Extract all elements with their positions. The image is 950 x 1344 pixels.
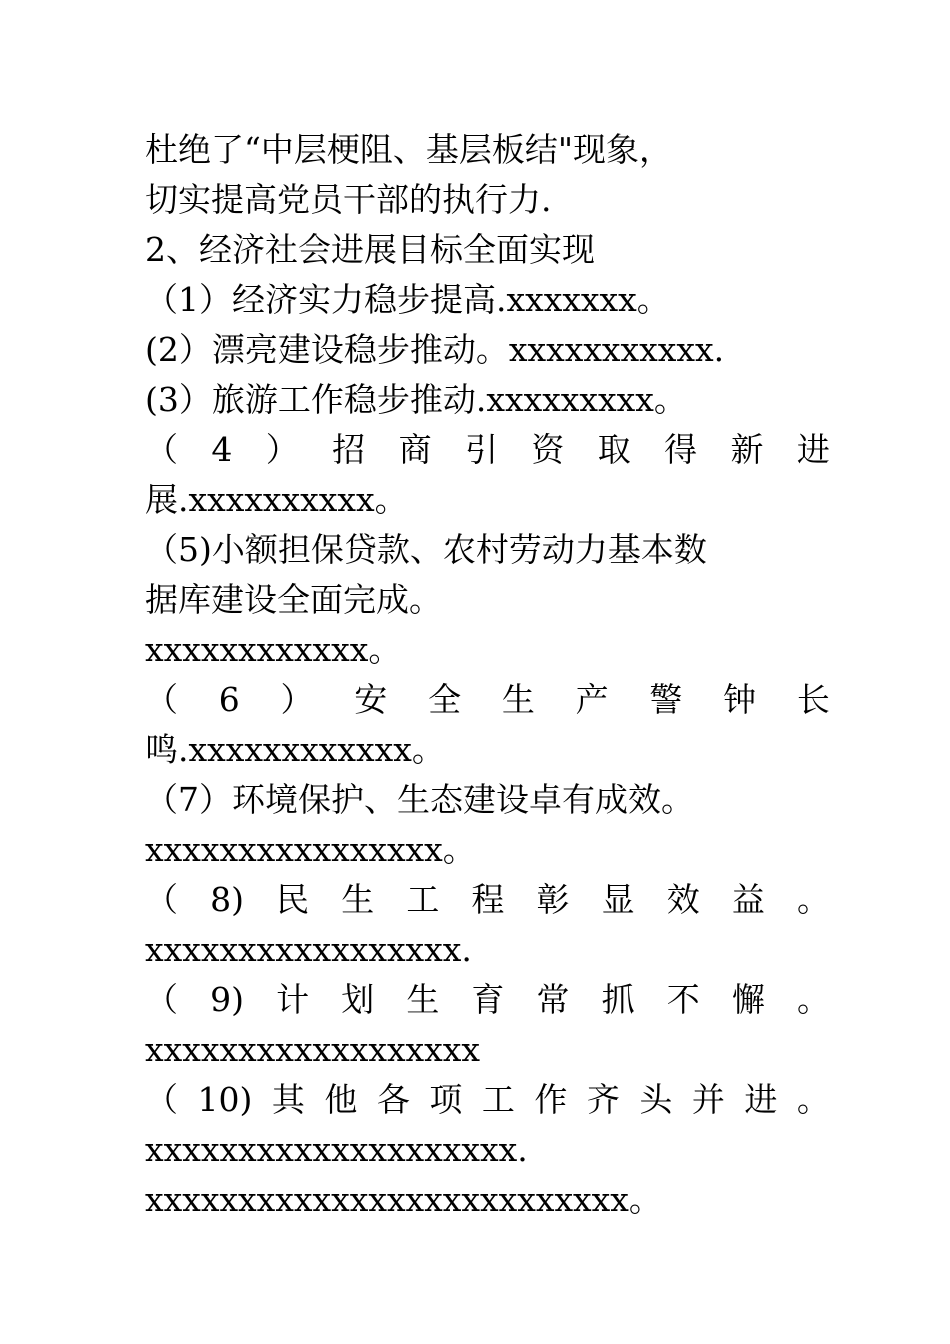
item-4-line-2: 展.xxxxxxxxxx。 [145,480,408,519]
item-9-line-2: xxxxxxxxxxxxxxxxxx [145,1030,480,1069]
glyph: 10) [197,1080,253,1119]
item-3: (3）旅游工作稳步推动.xxxxxxxxx。 [145,380,687,419]
item-6-line-2: 鸣.xxxxxxxxxxxx。 [145,730,445,769]
glyph: 招 [332,430,366,469]
item-10-line-1 [145,1075,830,1125]
item-8-line-2: xxxxxxxxxxxxxxxxx. [145,930,472,969]
glyph: 并 [691,1080,725,1119]
glyph: 全 [428,680,462,719]
glyph: 得 [664,430,698,469]
item-8-line-1 [145,875,830,925]
glyph: 项 [429,1080,463,1119]
item-5-line-1: （5)小额担保贷款、农村劳动力基本数 [145,530,707,569]
glyph: 其 [271,1080,305,1119]
glyph: 工 [406,880,440,919]
paragraph-line-1: 杜绝了“中层梗阻、基层板结"现象， [145,130,673,169]
glyph: ） [280,680,314,719]
glyph: 齐 [586,1080,620,1119]
glyph: 警 [649,680,683,719]
glyph: 计 [276,980,310,1019]
glyph: 8) [210,880,244,919]
glyph: （ [145,430,178,469]
glyph: 钟 [723,680,757,719]
glyph: 9) [210,980,244,1019]
glyph: 安 [354,680,388,719]
glyph: 头 [639,1080,673,1119]
glyph: 商 [398,430,432,469]
glyph: 生 [501,680,535,719]
glyph: 取 [597,430,631,469]
glyph: 划 [341,980,375,1019]
glyph: 生 [341,880,375,919]
glyph: 6 [218,680,240,719]
item-6-line-1 [145,675,830,725]
glyph: 常 [536,980,570,1019]
glyph: 进 [796,430,830,469]
glyph: 育 [471,980,505,1019]
glyph: 民 [276,880,310,919]
glyph: （ [145,980,178,1019]
glyph: （ [145,680,178,719]
glyph: 彰 [536,880,570,919]
glyph: （ [145,1080,178,1119]
section-heading: 2、经济社会进展目标全面实现 [145,230,595,269]
glyph: 4 [211,430,233,469]
glyph: 效 [666,880,700,919]
glyph: （ [145,880,178,919]
glyph: 各 [376,1080,410,1119]
paragraph-line-2: 切实提高党员干部的执行力. [145,180,552,219]
item-10-line-2: xxxxxxxxxxxxxxxxxxxx. [145,1130,528,1169]
glyph: 抓 [601,980,635,1019]
glyph: 作 [534,1080,568,1119]
glyph: 程 [471,880,505,919]
item-5-line-2: 据库建设全面完成。 [145,580,442,619]
glyph: 益 [731,880,765,919]
glyph: 。 [796,880,830,919]
item-7-line-2: xxxxxxxxxxxxxxxx。 [145,830,476,869]
item-2: (2）漂亮建设稳步推动。xxxxxxxxxxx. [145,330,725,369]
closing-line: xxxxxxxxxxxxxxxxxxxxxxxxxx。 [145,1180,662,1219]
glyph: 懈 [731,980,765,1019]
glyph: 他 [324,1080,358,1119]
glyph: 长 [796,680,830,719]
glyph: 资 [531,430,565,469]
glyph: 产 [575,680,609,719]
glyph: 生 [406,980,440,1019]
glyph: 。 [796,1080,830,1119]
glyph: 不 [666,980,700,1019]
glyph: 。 [796,980,830,1019]
item-1: （1）经济实力稳步提高.xxxxxxx。 [145,280,670,319]
glyph: 显 [601,880,635,919]
body-text [145,125,830,1225]
item-9-line-1 [145,975,830,1025]
item-4-line-1 [145,425,830,475]
item-5-line-3: xxxxxxxxxxxx。 [145,630,402,669]
glyph: 进 [744,1080,778,1119]
glyph: 工 [481,1080,515,1119]
item-7-line-1: （7）环境保护、生态建设卓有成效。 [145,780,694,819]
glyph: ） [265,430,299,469]
glyph: 新 [730,430,764,469]
glyph: 引 [464,430,498,469]
